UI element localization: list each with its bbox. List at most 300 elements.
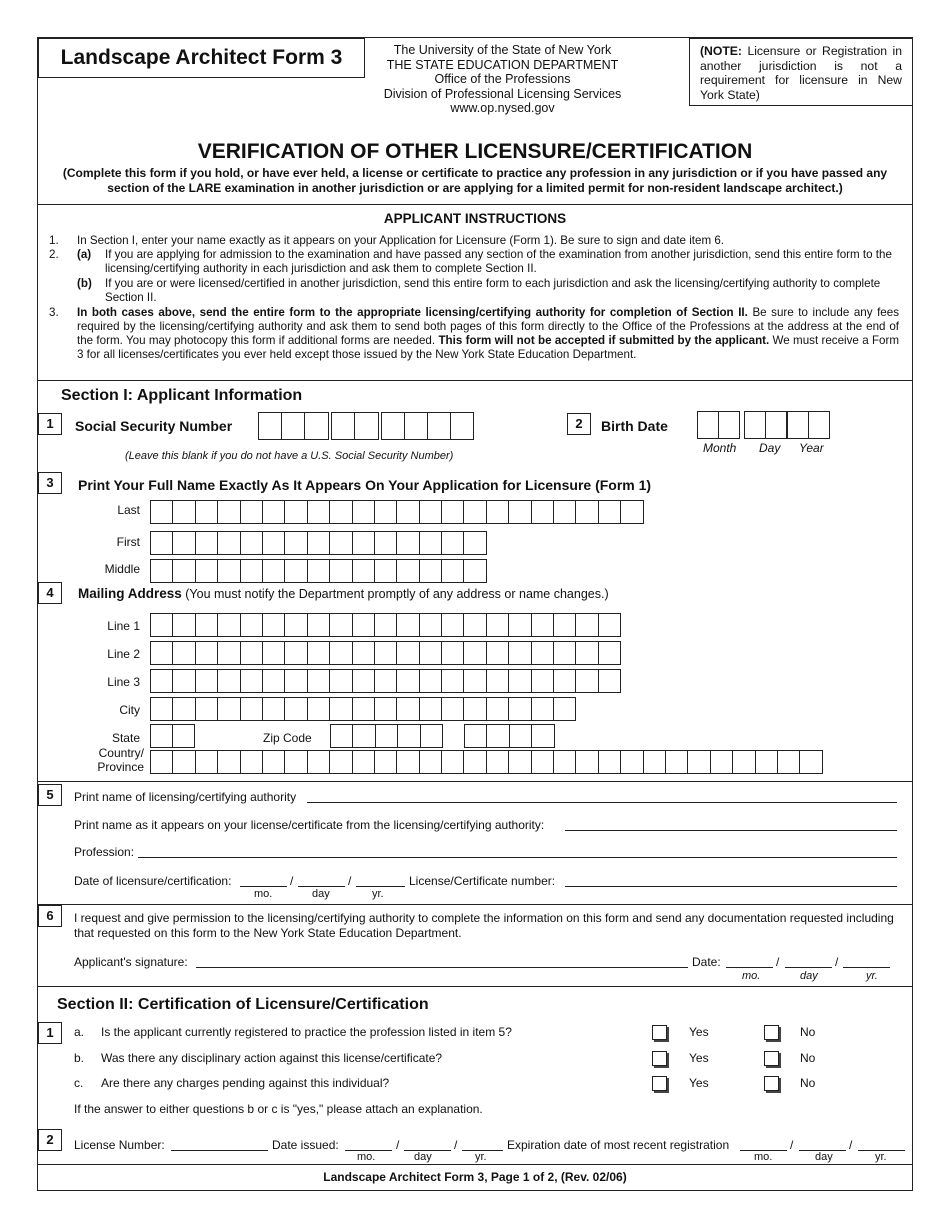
- profession-label: Profession:: [74, 845, 135, 859]
- char-box[interactable]: [307, 613, 330, 637]
- char-box[interactable]: [732, 750, 755, 774]
- birth-year-input[interactable]: [787, 411, 829, 439]
- char-box[interactable]: [150, 697, 173, 721]
- char-box[interactable]: [441, 669, 464, 693]
- date-slash: /: [790, 1138, 794, 1152]
- licensure-day-input[interactable]: [298, 886, 345, 887]
- agency-line: Office of the Professions: [434, 72, 571, 86]
- char-box[interactable]: [329, 559, 352, 583]
- char-box[interactable]: [195, 500, 218, 524]
- section-1-title: Section I: Applicant Information: [61, 387, 303, 404]
- no-label: No: [800, 1051, 816, 1065]
- char-box[interactable]: [262, 559, 285, 583]
- char-box[interactable]: [262, 531, 285, 555]
- agency-line: THE STATE EDUCATION DEPARTMENT: [386, 57, 619, 72]
- char-box[interactable]: [240, 613, 263, 637]
- ssn-input[interactable]: [258, 412, 473, 440]
- section2-license-number-input[interactable]: [171, 1150, 268, 1151]
- char-box[interactable]: [150, 669, 173, 693]
- char-box[interactable]: [463, 500, 486, 524]
- char-box[interactable]: [643, 750, 666, 774]
- month-caption: mo.: [357, 1151, 376, 1163]
- country-label-line: Country/: [98, 746, 144, 760]
- char-box[interactable]: [352, 724, 375, 748]
- date-slash: /: [776, 955, 780, 969]
- char-box[interactable]: [553, 750, 576, 774]
- agency-block: [370, 43, 635, 116]
- char-box[interactable]: [352, 500, 375, 524]
- address-line2-label: Line 2: [107, 647, 140, 661]
- char-box[interactable]: [508, 500, 531, 524]
- question-disciplinary: Was there any disciplinary action against this license/certificate?: [101, 1051, 443, 1065]
- item-number: 1: [38, 1022, 62, 1044]
- mailing-address-label: Mailing Address: [78, 586, 182, 601]
- question-charges: Are there any charges pending against this individual?: [101, 1076, 390, 1090]
- note-text: Licensure or Registration in another jurisdiction is not a requirement for licensure in New York State): [700, 44, 902, 102]
- expiration-label: Expiration date of most recent registration: [507, 1138, 730, 1152]
- char-box[interactable]: [486, 750, 509, 774]
- disciplinary-no-checkbox[interactable]: [764, 1051, 779, 1066]
- char-box[interactable]: [217, 697, 240, 721]
- char-box[interactable]: [307, 697, 330, 721]
- middle-name-input[interactable]: [150, 559, 486, 583]
- char-box[interactable]: [486, 697, 509, 721]
- char-box[interactable]: [172, 697, 195, 721]
- char-box[interactable]: [217, 500, 240, 524]
- char-box[interactable]: [463, 697, 486, 721]
- char-box[interactable]: [396, 531, 419, 555]
- instruction-3: [77, 306, 899, 362]
- char-box[interactable]: [217, 750, 240, 774]
- char-box[interactable]: [419, 559, 442, 583]
- address-line3-label: Line 3: [107, 675, 140, 689]
- char-box[interactable]: [598, 500, 621, 524]
- char-box[interactable]: [441, 559, 464, 583]
- address-line2-input[interactable]: [150, 641, 620, 665]
- char-box[interactable]: [419, 697, 442, 721]
- char-box[interactable]: [150, 613, 173, 637]
- country-label-line: Province: [97, 760, 144, 774]
- char-box[interactable]: [307, 531, 330, 555]
- full-name-label: Print Your Full Name Exactly As It Appears On Your Application for Licensure (Form 1): [78, 477, 652, 493]
- char-box[interactable]: [463, 613, 486, 637]
- month-caption: Month: [703, 441, 737, 455]
- ssn-note: (Leave this blank if you do not have a U.S. Social Security Number): [125, 450, 454, 462]
- char-box[interactable]: [508, 613, 531, 637]
- agency-website: www.op.nysed.gov: [450, 101, 555, 115]
- char-box[interactable]: [240, 697, 263, 721]
- item-number: 2: [567, 413, 591, 435]
- day-caption: day: [312, 888, 330, 900]
- char-box[interactable]: [575, 613, 598, 637]
- note-label: (NOTE:: [700, 44, 742, 58]
- license-number-label: License/Certificate number:: [409, 874, 556, 888]
- char-box[interactable]: [217, 669, 240, 693]
- char-box[interactable]: [396, 559, 419, 583]
- char-box[interactable]: [486, 724, 509, 748]
- licensure-date-label: Date of licensure/certification:: [74, 874, 232, 888]
- char-box[interactable]: [240, 669, 263, 693]
- instr-num: 3.: [49, 306, 59, 319]
- agency-line: Division of Professional Licensing Services: [383, 86, 622, 101]
- char-box[interactable]: [441, 613, 464, 637]
- city-input[interactable]: [150, 697, 575, 721]
- char-box[interactable]: [441, 531, 464, 555]
- char-box[interactable]: [598, 750, 621, 774]
- char-box[interactable]: [508, 697, 531, 721]
- char-box[interactable]: [396, 641, 419, 665]
- char-box[interactable]: [396, 613, 419, 637]
- char-box[interactable]: [150, 500, 173, 524]
- char-box[interactable]: [419, 669, 442, 693]
- last-name-label: Last: [117, 503, 140, 517]
- char-box[interactable]: [463, 641, 486, 665]
- char-box[interactable]: [374, 500, 397, 524]
- page-footer: Landscape Architect Form 3, Page 1 of 2, (Rev. 02/06): [323, 1170, 627, 1184]
- char-box[interactable]: [330, 724, 353, 748]
- char-box[interactable]: [419, 500, 442, 524]
- month-caption: mo.: [754, 1151, 773, 1163]
- char-box[interactable]: [575, 500, 598, 524]
- char-box[interactable]: [284, 641, 307, 665]
- day-caption: day: [815, 1151, 833, 1163]
- question-tag: b.: [74, 1051, 85, 1065]
- char-box[interactable]: [441, 697, 464, 721]
- char-box[interactable]: [531, 500, 554, 524]
- char-box[interactable]: [441, 641, 464, 665]
- divider: [37, 986, 913, 987]
- char-box[interactable]: [575, 750, 598, 774]
- mailing-address-note: (You must notify the Department promptly of any address or name changes.): [185, 587, 609, 601]
- license-number-input[interactable]: [565, 886, 897, 887]
- instr-text: Be sure to include any fees required by the licensing/certifying authority and ask them to send both pages of this form directly to the Office of the Professions at the address at the end of the form. You may photocopy this form if additional forms are needed.: [77, 306, 900, 347]
- char-box[interactable]: [240, 531, 263, 555]
- char-box[interactable]: [217, 641, 240, 665]
- item-number: 2: [38, 1129, 62, 1151]
- char-box[interactable]: [374, 559, 397, 583]
- char-box[interactable]: [396, 500, 419, 524]
- char-box[interactable]: [374, 750, 397, 774]
- licensure-month-input[interactable]: [240, 886, 287, 887]
- signature-year-input[interactable]: [843, 967, 890, 968]
- char-box[interactable]: [509, 724, 532, 748]
- char-box[interactable]: [553, 500, 576, 524]
- char-box[interactable]: [352, 697, 375, 721]
- instruction-2b: If you are or were licensed/certified in another jurisdiction, send this entire form to each jurisdiction and ask the licensing/certifying authority to complete Section II.: [105, 277, 881, 304]
- char-box[interactable]: [463, 669, 486, 693]
- char-box[interactable]: [284, 531, 307, 555]
- page-subtitle: (Complete this form if you hold, or have ever held, a license or certificate to practice any profession in any jurisdiction or if you have passed any section of the LARE examination in another jurisdiction or are applying for a limited permit for non-resident landscape architect.): [62, 166, 888, 195]
- char-box[interactable]: [240, 750, 263, 774]
- char-box[interactable]: [464, 724, 487, 748]
- month-caption: mo.: [254, 888, 273, 900]
- signature-day-input[interactable]: [785, 967, 832, 968]
- question-registered: Is the applicant currently registered to practice the profession listed in item 5?: [101, 1025, 512, 1039]
- no-label: No: [800, 1025, 816, 1039]
- signature-input[interactable]: [196, 967, 688, 968]
- char-box[interactable]: [374, 641, 397, 665]
- char-box[interactable]: [665, 750, 688, 774]
- char-box[interactable]: [150, 641, 173, 665]
- char-box[interactable]: [262, 697, 285, 721]
- char-box[interactable]: [419, 641, 442, 665]
- signature-month-input[interactable]: [726, 967, 773, 968]
- instr-num: 1.: [49, 234, 59, 247]
- charges-yes-checkbox[interactable]: [652, 1076, 667, 1091]
- city-label: City: [119, 703, 140, 717]
- char-box[interactable]: [575, 641, 598, 665]
- char-box[interactable]: [531, 669, 554, 693]
- char-box[interactable]: [397, 724, 420, 748]
- char-box[interactable]: [463, 750, 486, 774]
- char-box[interactable]: [419, 531, 442, 555]
- month-caption: mo.: [742, 970, 761, 982]
- char-box[interactable]: [396, 750, 419, 774]
- date-slash: /: [290, 874, 294, 888]
- question-tag: a.: [74, 1025, 85, 1039]
- country-input[interactable]: [150, 750, 822, 774]
- char-box[interactable]: [374, 669, 397, 693]
- instruction-1: In Section I, enter your name exactly as it appears on your Application for Licensure (Form 1). Be sure to sign and date item 6.: [77, 234, 725, 247]
- char-box[interactable]: [531, 697, 554, 721]
- char-box[interactable]: [687, 750, 710, 774]
- birth-date-label: Birth Date: [601, 418, 668, 434]
- profession-input[interactable]: [138, 857, 897, 858]
- char-box[interactable]: [575, 669, 598, 693]
- char-box[interactable]: [531, 750, 554, 774]
- authority-label: Print name of licensing/certifying authority: [74, 790, 297, 804]
- item-number: 3: [38, 472, 62, 494]
- char-box[interactable]: [195, 669, 218, 693]
- zip-code-input[interactable]: [330, 724, 442, 748]
- char-box[interactable]: [217, 559, 240, 583]
- year-caption: yr.: [475, 1151, 487, 1163]
- char-box[interactable]: [172, 500, 195, 524]
- char-box[interactable]: [172, 531, 195, 555]
- permission-text: I request and give permission to the licensing/certifying authority to complete the information on this form and send any documentation requested including that requested on this form to the New York State Education Department.: [74, 911, 894, 940]
- instr-tag: (a): [77, 248, 92, 261]
- char-box[interactable]: [508, 669, 531, 693]
- instr-num: 2.: [49, 248, 59, 261]
- instr-bold: In both cases above, send the entire form to the appropriate licensing/certifying authority for completion of Section II.: [77, 306, 748, 319]
- zip-code-label: Zip Code: [263, 731, 312, 745]
- last-name-input[interactable]: [150, 500, 643, 524]
- char-box[interactable]: [553, 641, 576, 665]
- birth-day-input[interactable]: [744, 411, 786, 439]
- char-box[interactable]: [375, 724, 398, 748]
- char-box[interactable]: [374, 613, 397, 637]
- char-box[interactable]: [352, 559, 375, 583]
- char-box[interactable]: [531, 641, 554, 665]
- registered-no-checkbox[interactable]: [764, 1025, 779, 1040]
- char-box[interactable]: [262, 641, 285, 665]
- date-issued-label: Date issued:: [272, 1138, 339, 1152]
- char-box[interactable]: [508, 641, 531, 665]
- char-box[interactable]: [553, 697, 576, 721]
- char-box[interactable]: [374, 531, 397, 555]
- char-box[interactable]: [396, 697, 419, 721]
- first-name-label: First: [116, 535, 140, 549]
- char-box[interactable]: [284, 500, 307, 524]
- charges-no-checkbox[interactable]: [764, 1076, 779, 1091]
- char-box[interactable]: [352, 531, 375, 555]
- char-box[interactable]: [172, 750, 195, 774]
- char-box[interactable]: [329, 697, 352, 721]
- yes-label: Yes: [689, 1025, 709, 1039]
- year-caption: yr.: [875, 1151, 887, 1163]
- licensure-year-input[interactable]: [356, 886, 405, 887]
- char-box[interactable]: [172, 559, 195, 583]
- char-box[interactable]: [463, 559, 486, 583]
- char-box[interactable]: [307, 500, 330, 524]
- char-box[interactable]: [598, 669, 621, 693]
- date-slash: /: [849, 1138, 853, 1152]
- char-box[interactable]: [352, 641, 375, 665]
- address-line1-label: Line 1: [107, 619, 140, 633]
- signature-date-label: Date:: [692, 955, 721, 969]
- item-number: 6: [38, 905, 62, 927]
- char-box[interactable]: [262, 669, 285, 693]
- state-input[interactable]: [150, 724, 194, 748]
- char-box[interactable]: [307, 750, 330, 774]
- agency-line: The University of the State of New York: [393, 43, 612, 57]
- char-box[interactable]: [352, 669, 375, 693]
- char-box[interactable]: [531, 724, 554, 748]
- char-box[interactable]: [329, 613, 352, 637]
- char-box[interactable]: [195, 750, 218, 774]
- char-box[interactable]: [441, 750, 464, 774]
- char-box[interactable]: [553, 613, 576, 637]
- address-line3-input[interactable]: [150, 669, 620, 693]
- char-box[interactable]: [195, 531, 218, 555]
- state-label: State: [111, 731, 140, 745]
- date-slash: /: [835, 955, 839, 969]
- char-box[interactable]: [240, 641, 263, 665]
- instruction-2a: If you are applying for admission to the examination and have passed any section of the examination from another jurisdiction, send this entire form to the licensing/certifying authority in each jurisdiction and ask them to complete Section II.: [105, 248, 892, 275]
- char-box[interactable]: [352, 750, 375, 774]
- char-box[interactable]: [284, 697, 307, 721]
- registered-yes-checkbox[interactable]: [652, 1025, 667, 1040]
- char-box[interactable]: [195, 613, 218, 637]
- char-box[interactable]: [329, 531, 352, 555]
- explanation-note: If the answer to either questions b or c is "yes," please attach an explanation.: [74, 1102, 483, 1116]
- char-box[interactable]: [486, 669, 509, 693]
- char-box[interactable]: [396, 669, 419, 693]
- char-box[interactable]: [352, 613, 375, 637]
- char-box[interactable]: [172, 669, 195, 693]
- char-box[interactable]: [172, 613, 195, 637]
- section2-license-number-label: License Number:: [74, 1138, 165, 1152]
- char-box[interactable]: [240, 559, 263, 583]
- char-box[interactable]: [284, 613, 307, 637]
- char-box[interactable]: [217, 613, 240, 637]
- char-box[interactable]: [486, 500, 509, 524]
- char-box[interactable]: [777, 750, 800, 774]
- day-caption: day: [414, 1151, 432, 1163]
- char-box[interactable]: [463, 531, 486, 555]
- char-box[interactable]: [329, 500, 352, 524]
- char-box[interactable]: [419, 613, 442, 637]
- year-caption: Year: [799, 441, 824, 455]
- char-box[interactable]: [374, 697, 397, 721]
- instr-bold: This form will not be accepted if submitted by the applicant.: [438, 334, 770, 347]
- year-caption: yr.: [866, 970, 878, 982]
- no-label: No: [800, 1076, 816, 1090]
- char-box[interactable]: [307, 641, 330, 665]
- divider: [37, 380, 913, 381]
- char-box[interactable]: [262, 613, 285, 637]
- question-tag: c.: [74, 1076, 84, 1090]
- day-caption: Day: [759, 441, 781, 455]
- char-box[interactable]: [531, 613, 554, 637]
- license-name-label: Print name as it appears on your license/certificate from the licensing/certifying authority:: [74, 818, 545, 832]
- char-box[interactable]: [150, 559, 173, 583]
- divider: [37, 904, 913, 905]
- char-box[interactable]: [486, 641, 509, 665]
- address-line1-input[interactable]: [150, 613, 620, 637]
- char-box[interactable]: [419, 750, 442, 774]
- char-box[interactable]: [620, 500, 643, 524]
- char-box[interactable]: [284, 750, 307, 774]
- char-box[interactable]: [598, 613, 621, 637]
- zip-plus4-input[interactable]: [464, 724, 554, 748]
- disciplinary-yes-checkbox[interactable]: [652, 1051, 667, 1066]
- char-box[interactable]: [329, 669, 352, 693]
- char-box[interactable]: [195, 697, 218, 721]
- char-box[interactable]: [307, 559, 330, 583]
- form-title: Landscape Architect Form 3: [38, 38, 365, 78]
- first-name-input[interactable]: [150, 531, 486, 555]
- authority-input[interactable]: [307, 802, 897, 803]
- char-box[interactable]: [329, 641, 352, 665]
- char-box[interactable]: [172, 641, 195, 665]
- date-slash: /: [396, 1138, 400, 1152]
- licensure-note: [689, 38, 913, 106]
- char-box[interactable]: [329, 750, 352, 774]
- ssn-label: Social Security Number: [75, 418, 233, 434]
- char-box[interactable]: [240, 500, 263, 524]
- divider: [37, 1164, 913, 1165]
- char-box[interactable]: [508, 750, 531, 774]
- char-box[interactable]: [420, 724, 443, 748]
- char-box[interactable]: [195, 641, 218, 665]
- char-box[interactable]: [195, 559, 218, 583]
- char-box[interactable]: [284, 559, 307, 583]
- char-box[interactable]: [441, 500, 464, 524]
- char-box[interactable]: [486, 613, 509, 637]
- char-box[interactable]: [262, 500, 285, 524]
- char-box[interactable]: [150, 750, 173, 774]
- char-box[interactable]: [710, 750, 733, 774]
- char-box[interactable]: [150, 531, 173, 555]
- char-box[interactable]: [284, 669, 307, 693]
- instr-tag: (b): [77, 277, 92, 290]
- char-box[interactable]: [307, 669, 330, 693]
- signature-label: Applicant's signature:: [74, 955, 188, 969]
- char-box[interactable]: [620, 750, 643, 774]
- char-box[interactable]: [598, 641, 621, 665]
- divider: [37, 781, 913, 782]
- char-box[interactable]: [553, 669, 576, 693]
- section-2-title: Section II: Certification of Licensure/Certification: [57, 996, 429, 1013]
- char-box[interactable]: [262, 750, 285, 774]
- birth-month-input[interactable]: [697, 411, 739, 439]
- country-label: [60, 746, 144, 774]
- char-box[interactable]: [755, 750, 778, 774]
- license-name-input[interactable]: [565, 830, 897, 831]
- char-box[interactable]: [799, 750, 822, 774]
- char-box[interactable]: [217, 531, 240, 555]
